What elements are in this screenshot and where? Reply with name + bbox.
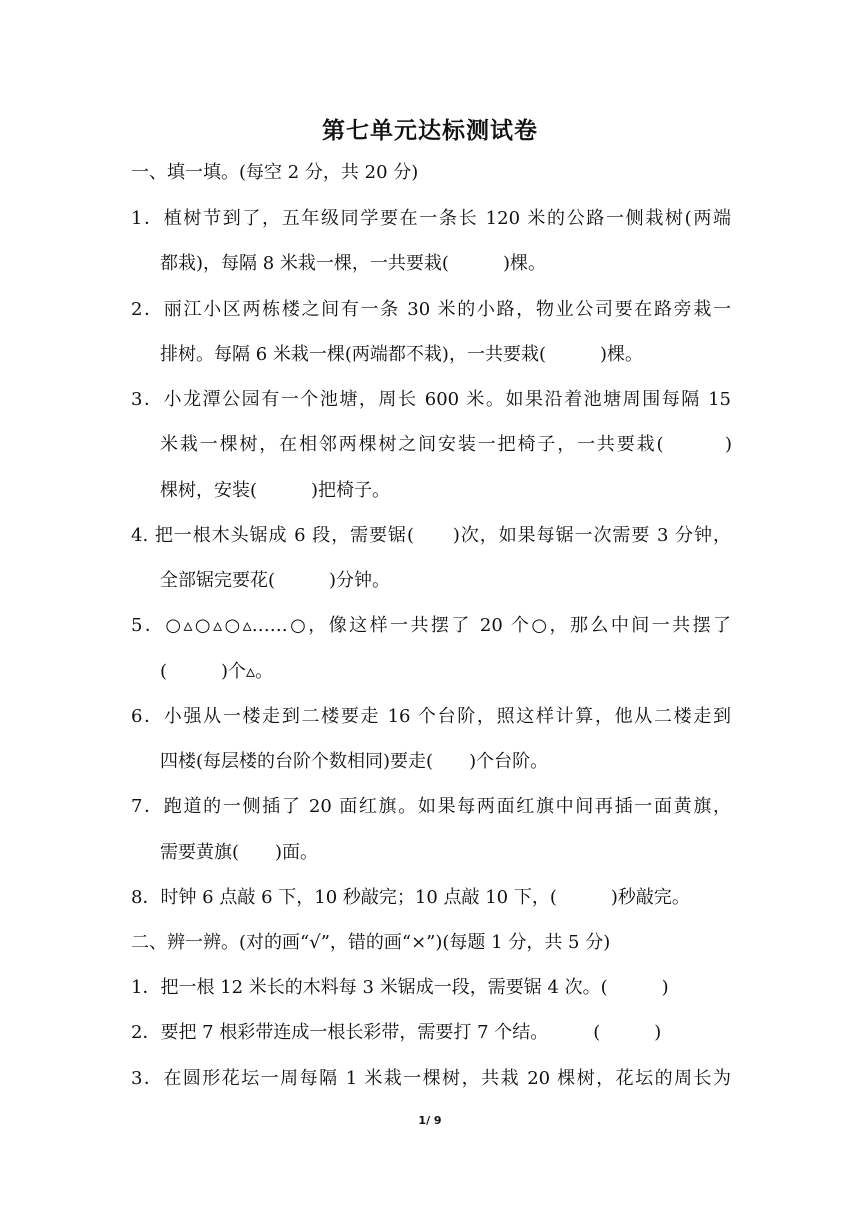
question-3-line-3: 棵树，安装( )把椅子。 (160, 480, 391, 501)
judge-1-line-1: 1．把一根 12 米长的木料每 3 米锯成一段，需要锯 4 次。( ) (131, 977, 669, 998)
section-heading-judge: 二、辨一辨。(对的画“√”，错的画“×”)(每题 1 分，共 5 分) (131, 932, 611, 953)
question-6-line-2: 四楼(每层楼的台阶个数相同)要走( )个台阶。 (160, 751, 549, 772)
question-1-line-1: 1．植树节到了，五年级同学要在一条长 120 米的公路一侧栽树(两端 (131, 208, 731, 229)
question-3-line-2: 米栽一棵树，在相邻两棵树之间安装一把椅子，一共要栽( ) (160, 434, 732, 455)
judge-2-line-1: 2．要把 7 根彩带连成一根长彩带，需要打 7 个结。 ( ) (131, 1022, 662, 1043)
question-2-line-1: 2．丽江小区两栋楼之间有一条 30 米的小路，物业公司要在路旁栽一 (131, 299, 731, 320)
question-2-line-2: 排树。每隔 6 米栽一棵(两端都不栽)，一共要栽( )棵。 (160, 344, 643, 365)
section-heading-fill: 一、填一填。(每空 2 分，共 20 分) (131, 162, 419, 183)
question-7-line-1: 7．跑道的一侧插了 20 面红旗。如果每两面红旗中间再插一面黄旗， (131, 796, 731, 817)
question-1-line-2: 都栽)，每隔 8 米栽一棵，一共要栽( )棵。 (160, 253, 546, 274)
question-4-line-2: 全部锯完要花( )分钟。 (160, 570, 391, 591)
page-title: 第七单元达标测试卷 (322, 118, 538, 144)
question-6-line-1: 6．小强从一楼走到二楼要走 16 个台阶，照这样计算，他从二楼走到 (131, 706, 731, 727)
question-5-line-1: 5．○▵○▵○▵……○，像这样一共摆了 20 个○，那么中间一共摆了 (131, 615, 731, 636)
question-8-line-1: 8．时钟 6 点敲 6 下，10 秒敲完；10 点敲 10 下，( )秒敲完。 (131, 887, 690, 908)
question-3-line-1: 3．小龙潭公园有一个池塘，周长 600 米。如果沿着池塘周围每隔 15 (131, 389, 731, 410)
question-4-line-1: 4. 把一根木头锯成 6 段，需要锯( )次，如果每锯一次需要 3 分钟， (131, 525, 731, 546)
question-5-line-2: ( )个▵。 (160, 661, 274, 682)
question-7-line-2: 需要黄旗( )面。 (160, 842, 319, 863)
judge-3-line-1: 3．在圆形花坛一周每隔 1 米栽一棵树，共栽 20 棵树，花坛的周长为 (131, 1068, 731, 1089)
page-number: 1/ 9 (418, 1114, 442, 1127)
